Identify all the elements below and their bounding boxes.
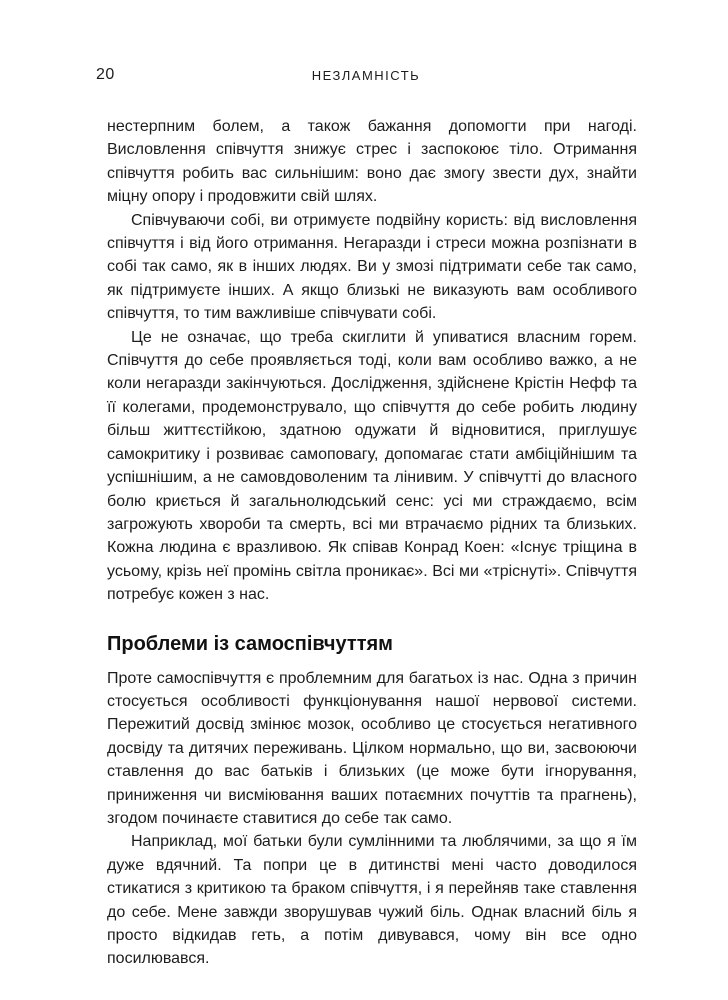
paragraph: Співчуваючи собі, ви отримуєте подвійну користь: від висловлення співчуття і від його отримання. Негаразди і стреси можна розпізнати в собі так само, як в інших людях. Ви у змозі підтримати себе так само, як підтримуєте інших. А якщо близькі не виказують вам особливого співчуття, то тим важливіше співчувати собі. xyxy=(107,211,637,323)
running-title: НЕЗЛАМНІСТЬ xyxy=(311,68,421,83)
section-heading: Проблеми із самоспівчуттям xyxy=(107,632,393,655)
paragraph: Наприклад, мої батьки були сумлінними та люблячими, за що я їм дуже вдячний. Та попри це в дитинстві мені часто доводилося стикатися з критикою та браком співчуття, і я перейняв таке ставлення до себе. Мене завжди зворушував чужий біль. Однак власний біль я просто відкидав геть, а потім дивувався, чому він все одно посилювався. xyxy=(107,833,637,968)
page-number: 20 xyxy=(96,66,115,83)
paragraph: Це не означає, що треба скиглити й упиватися власним горем. Співчуття до себе проявляється тоді, коли вам особливо важко, а не коли негаразди закінчуються. Дослідження, здійснене Крістін Нефф та її колегами, продемонструвало, що співчуття до себе робить людину більш життєстійкою, здатною одужати й відновитися, приглушує самокритику і розвиває самоповагу, допомагає стати амбіційнішим та успішнішим, а не самовдоволеним та лінивим. У співчутті до власного болю криється й загальнолюдський сенс: усі ми страждаємо, всім загрожують хвороби та смерть, всі ми втрачаємо рідних та близьких. Кожна людина є вразливою. Як співав Конрад Коен: «Існує тріщина в усьому, крізь неї промінь світла проникає». Всі ми «тріснуті». Співчуття потребує кожен з нас. xyxy=(107,328,637,604)
page-header xyxy=(96,66,636,88)
paragraph: Проте самоспівчуття є проблемним для багатьох із нас. Одна з причин стосується особливості функціонування нашої нервової системи. Пережитий досвід змінює мозок, особливо це стосується негативного досвіду та дитячих переживань. Цілком нормально, що ви, засвоюючи ставлення до вас батьків і близьких (це може бути ігнорування, приниження чи висміювання ваших потаємних почуттів та прагнень), згодом починаєте ставитися до себе так само. xyxy=(107,669,637,827)
paragraph: нестерпним болем, а також бажання допомогти при нагоді. Висловлення співчуття знижує стрес і заспокоює тіло. Отримання співчуття робить вас сильнішим: воно дає змогу звести дух, знайти міцну опору і продовжити свій шлях. xyxy=(107,118,637,206)
body-text xyxy=(107,115,637,971)
